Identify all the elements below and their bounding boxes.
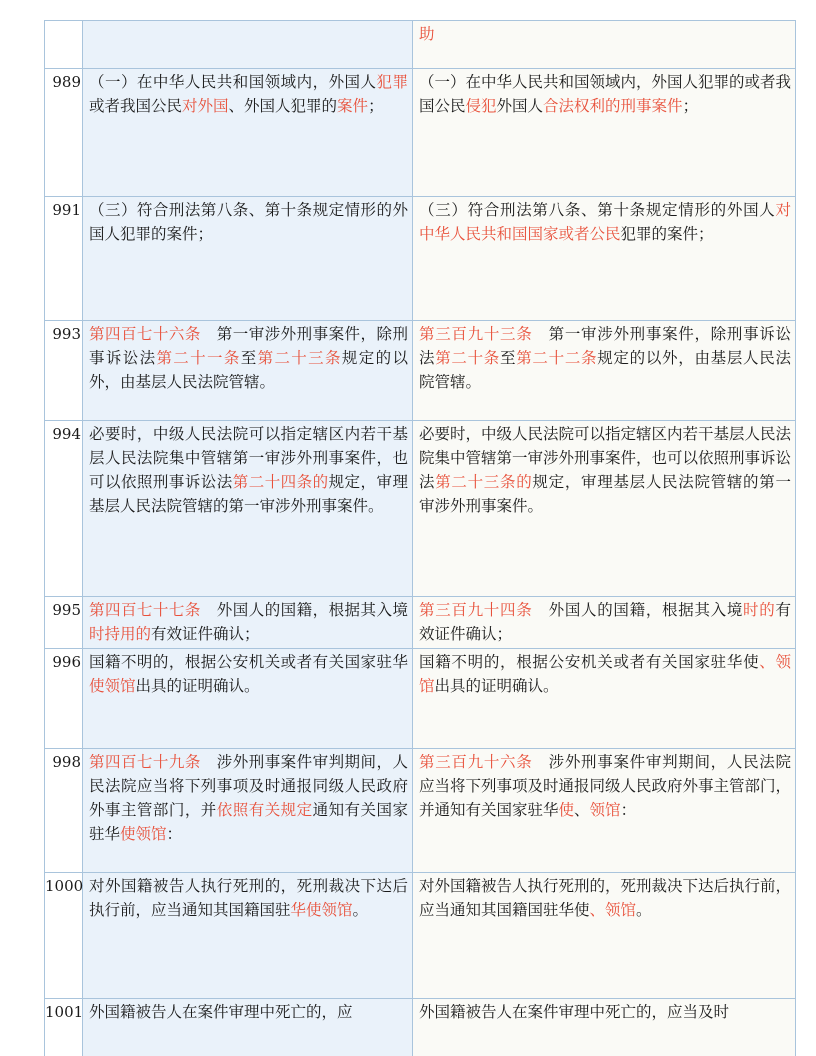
text-segment: 有效证件确认； bbox=[151, 625, 260, 643]
text-segment: 涉外刑事案件审判期间，人民法院应当将下列事项及时通报同级人民政府外事主管部门，并通知有关国家驻华 bbox=[419, 753, 792, 819]
text-segment: 出具的证明确认。 bbox=[434, 677, 559, 695]
text-segment: 、外国人犯罪的 bbox=[228, 97, 338, 115]
amended-text: 华使领馆 bbox=[290, 901, 353, 919]
text-segment: 出具的证明确认。 bbox=[135, 677, 260, 695]
row-number: 994 bbox=[45, 421, 83, 596]
old-text-cell bbox=[83, 21, 413, 68]
row-number: 993 bbox=[45, 321, 83, 420]
text-segment: 必要时，中级人民法院可以指定辖区内若干基层人民法院集中管辖第一审涉外刑事案件，也可以依照刑事诉讼法 bbox=[419, 425, 792, 491]
text-segment: 国籍不明的，根据公安机关或者有关国家驻华使 bbox=[419, 653, 760, 671]
amended-text: 第三百九十四条 bbox=[419, 601, 533, 619]
amended-text: 第二十三条 bbox=[257, 349, 342, 367]
new-text-cell bbox=[413, 873, 795, 998]
text-segment: 有效证件确认； bbox=[419, 601, 791, 643]
amended-text: 对外国 bbox=[182, 97, 229, 115]
text-segment: 、 bbox=[574, 801, 590, 819]
text-segment: 规定的以外，由基层人民法院管辖。 bbox=[89, 349, 408, 391]
new-text-cell bbox=[413, 999, 795, 1056]
old-text-cell bbox=[83, 873, 413, 998]
table-row bbox=[45, 20, 795, 68]
text-segment: ： bbox=[620, 801, 637, 819]
text-segment: 规定的以外，由基层人民法院管辖。 bbox=[419, 349, 791, 391]
row-number: 1000 bbox=[45, 873, 83, 998]
text-segment: ： bbox=[166, 825, 183, 843]
amended-text: 使领馆 bbox=[120, 825, 167, 843]
old-text-cell bbox=[83, 999, 413, 1056]
amended-text: 案件 bbox=[337, 97, 369, 115]
new-text-cell bbox=[413, 649, 795, 748]
text-segment: 涉外刑事案件审判期间，人民法院应当将下列事项及时通报同级人民政府外事主管部门，并 bbox=[89, 753, 408, 819]
amended-text: 对中华人民共和国国家或者公民 bbox=[419, 201, 791, 243]
table-row bbox=[45, 68, 795, 196]
amended-text: 第四百七十九条 bbox=[89, 753, 201, 771]
row-number: 989 bbox=[45, 69, 83, 196]
text-segment: 国籍不明的，根据公安机关或者有关国家驻华 bbox=[89, 653, 408, 671]
text-segment: 外国籍被告人在案件审理中死亡的，应当及时 bbox=[419, 1003, 730, 1021]
table-row bbox=[45, 420, 795, 596]
row-number bbox=[45, 21, 83, 68]
amended-text: 合法权利的刑事案件 bbox=[543, 97, 683, 115]
table-row bbox=[45, 320, 795, 420]
table-row bbox=[45, 748, 795, 872]
amended-text: 助 bbox=[419, 25, 435, 43]
text-segment: 至 bbox=[240, 349, 258, 367]
amended-text: 第二十四条的 bbox=[232, 473, 329, 491]
old-text-cell bbox=[83, 749, 413, 872]
row-number: 991 bbox=[45, 197, 83, 320]
text-segment: 对外国籍被告人执行死刑的，死刑裁决下达后执行前，应当通知其国籍国驻 bbox=[89, 877, 408, 919]
text-segment: 规定，审理基层人民法院管辖的第一审涉外刑事案件。 bbox=[89, 473, 408, 515]
amended-text: 使 bbox=[558, 801, 575, 819]
amended-text: 第二十条 bbox=[435, 349, 501, 367]
old-text-cell bbox=[83, 321, 413, 420]
text-segment: 至 bbox=[500, 349, 517, 367]
table-row bbox=[45, 648, 795, 748]
new-text-cell bbox=[413, 21, 795, 68]
amended-text: 使领馆 bbox=[89, 677, 136, 695]
text-segment: 。 bbox=[352, 901, 369, 919]
old-text-cell bbox=[83, 649, 413, 748]
text-segment: （三）符合刑法第八条、第十条规定情形的外国人犯罪的案件； bbox=[89, 201, 408, 243]
text-segment: （三）符合刑法第八条、第十条规定情形的外国人 bbox=[419, 201, 776, 219]
row-number: 998 bbox=[45, 749, 83, 872]
row-number: 1001 bbox=[45, 999, 83, 1056]
amended-text: 时持用的 bbox=[89, 625, 152, 643]
text-segment: 外国人的国籍，根据其入境 bbox=[532, 601, 744, 619]
text-segment: 。 bbox=[636, 901, 652, 919]
text-segment: 通知有关国家驻华 bbox=[89, 801, 408, 843]
amended-text: 第三百九十六条 bbox=[419, 753, 533, 771]
new-text-cell bbox=[413, 749, 795, 872]
new-text-cell bbox=[413, 421, 795, 596]
text-segment: 对外国籍被告人执行死刑的，死刑裁决下达后执行前，应当通知其国籍国驻华使 bbox=[419, 877, 792, 919]
text-segment: 或者我国公民 bbox=[89, 97, 183, 115]
comparison-table bbox=[44, 20, 796, 1056]
new-text-cell bbox=[413, 597, 795, 648]
row-number: 995 bbox=[45, 597, 83, 648]
amended-text: 第二十三条的 bbox=[435, 473, 533, 491]
table-row bbox=[45, 596, 795, 648]
old-text-cell bbox=[83, 197, 413, 320]
row-number: 996 bbox=[45, 649, 83, 748]
table-row bbox=[45, 872, 795, 998]
text-segment: 第一审涉外刑事案件，除刑事诉讼法 bbox=[419, 325, 791, 367]
text-segment: 外国籍被告人在案件审理中死亡的，应 bbox=[89, 1003, 353, 1021]
text-segment: 必要时，中级人民法院可以指定辖区内若干基层人民法院集中管辖第一审涉外刑事案件，也可以依照刑事诉讼法 bbox=[89, 425, 408, 491]
amended-text: 第四百七十六条 bbox=[89, 325, 201, 343]
amended-text: 、领馆 bbox=[589, 901, 637, 919]
text-segment: 犯罪的案件； bbox=[620, 225, 714, 243]
text-segment: 外国人 bbox=[496, 97, 544, 115]
amended-text: 第二十二条 bbox=[516, 349, 598, 367]
text-segment: ； bbox=[682, 97, 699, 115]
new-text-cell bbox=[413, 321, 795, 420]
text-segment: （一）在中华人民共和国领域内，外国人 bbox=[89, 73, 377, 91]
new-text-cell bbox=[413, 69, 795, 196]
old-text-cell bbox=[83, 69, 413, 196]
old-text-cell bbox=[83, 421, 413, 596]
amended-text: 第二十一条 bbox=[156, 349, 241, 367]
amended-text: 时的 bbox=[743, 601, 776, 619]
text-segment: 规定，审理基层人民法院管辖的第一审涉外刑事案件。 bbox=[419, 473, 791, 515]
text-segment: （一）在中华人民共和国领域内，外国人犯罪的或者我国公民 bbox=[419, 73, 792, 115]
amended-text: 依照有关规定 bbox=[216, 801, 313, 819]
amended-text: 第三百九十三条 bbox=[419, 325, 533, 343]
table-row bbox=[45, 196, 795, 320]
text-segment: 第一审涉外刑事案件，除刑事诉讼法 bbox=[89, 325, 408, 367]
text-segment: ； bbox=[368, 97, 384, 115]
new-text-cell bbox=[413, 197, 795, 320]
table-row bbox=[45, 998, 795, 1056]
text-segment: 外国人的国籍，根据其入境 bbox=[200, 601, 408, 619]
amended-text: 犯罪 bbox=[376, 73, 408, 91]
amended-text: 侵犯 bbox=[465, 97, 497, 115]
amended-text: 、领馆 bbox=[419, 653, 791, 695]
amended-text: 领馆 bbox=[589, 801, 621, 819]
amended-text: 第四百七十七条 bbox=[89, 601, 201, 619]
old-text-cell bbox=[83, 597, 413, 648]
